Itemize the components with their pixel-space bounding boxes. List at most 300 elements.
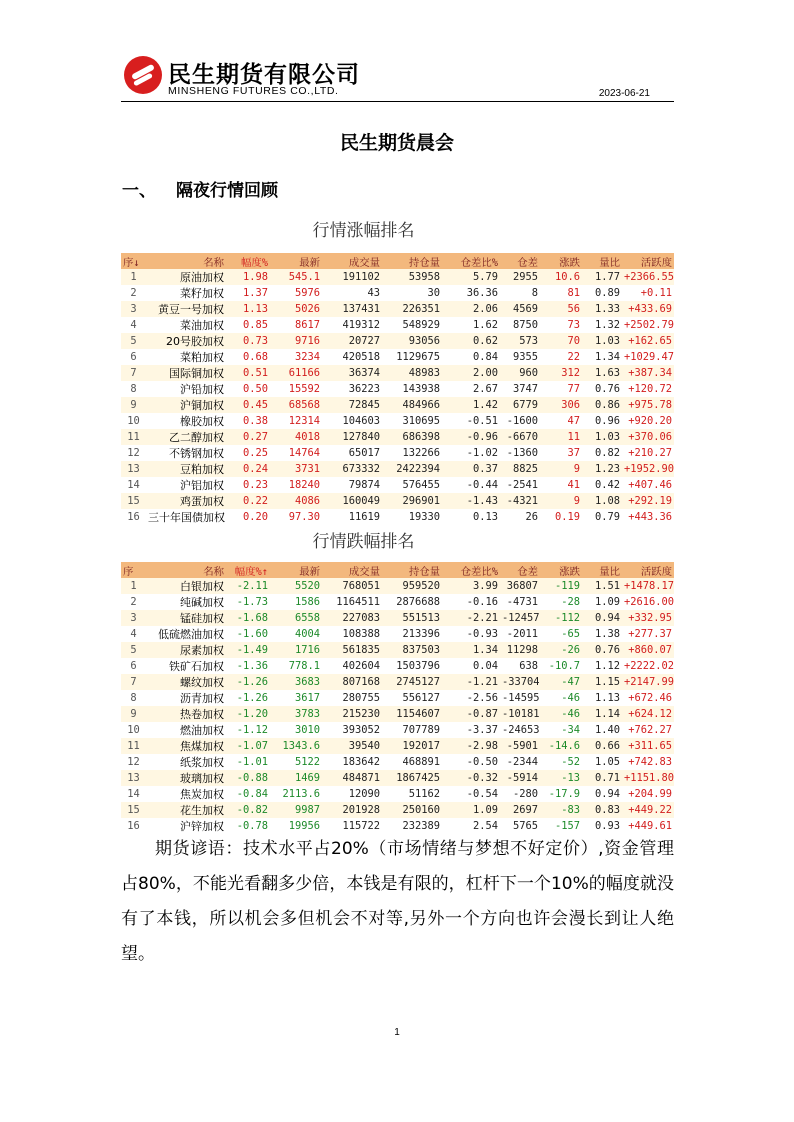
loss-cell-volume-ratio: 0.94: [582, 786, 622, 802]
table-row[interactable]: [121, 317, 674, 333]
loss-cell-change-pct: -1.36: [226, 658, 270, 674]
document-title: 民生期货晨会: [339, 132, 454, 154]
loss-cell-price-change: -157: [540, 818, 582, 834]
page-number: 1: [394, 1027, 400, 1038]
gain-cell-oi-change-pct: -1.43: [442, 493, 500, 509]
gain-cell-latest: 5976: [270, 285, 322, 301]
loss-cell-oi-change: -10181: [502, 708, 540, 720]
gain-cell-latest: 18240: [270, 477, 322, 493]
gain-cell-activity: +1029.47: [624, 351, 674, 363]
loss-cell-rank: 2: [121, 594, 146, 610]
loss-cell-volume: 768051: [322, 578, 382, 594]
loss-cell-rank: 16: [121, 818, 146, 834]
loss-cell-activity: +860.07: [622, 642, 674, 658]
loss-cell-volume: 561835: [322, 642, 382, 658]
gain-cell-name: 豆粕加权: [146, 461, 226, 477]
table-row[interactable]: [121, 477, 674, 493]
gain-cell-oi-change-pct: 0.62: [442, 333, 500, 349]
loss-header-oi-change-pct[interactable]: 仓差比%: [442, 562, 500, 578]
table-row[interactable]: [121, 413, 674, 429]
loss-cell-open-interest: 556127: [382, 690, 442, 706]
loss-cell-volume-ratio: 1.12: [582, 658, 622, 674]
loss-cell-name: 低硫燃油加权: [146, 626, 226, 642]
loss-cell-name: 焦炭加权: [146, 786, 226, 802]
gain-cell-latest: 4018: [270, 429, 322, 445]
table-row[interactable]: [121, 706, 674, 722]
gain-cell-price-change: 0.19: [540, 509, 582, 525]
loss-cell-volume-ratio: 1.38: [582, 626, 622, 642]
gain-cell-open-interest: 226351: [382, 301, 442, 317]
loss-cell-latest: 3783: [270, 706, 322, 722]
gain-header-name[interactable]: 名称: [146, 253, 226, 269]
gain-table-title: 行情涨幅排名: [312, 221, 415, 241]
loss-cell-volume-ratio: 1.40: [582, 722, 622, 738]
gain-cell-rank: 10: [121, 413, 146, 429]
table-row[interactable]: [121, 397, 674, 413]
gain-cell-open-interest: 30: [382, 285, 442, 301]
loss-cell-activity: +624.12: [622, 706, 674, 722]
company-logo: [124, 54, 364, 100]
gain-cell-name: 不锈钢加权: [146, 445, 226, 461]
loss-cell-name: 白银加权: [146, 578, 226, 594]
loss-cell-price-change: -46: [540, 690, 582, 706]
loss-cell-activity: +204.99: [622, 786, 674, 802]
gain-cell-volume: 36223: [322, 381, 382, 397]
table-row[interactable]: [121, 578, 674, 594]
gain-cell-price-change: 10.6: [540, 269, 582, 285]
loss-cell-change-pct: -1.07: [226, 738, 270, 754]
loss-cell-price-change: -83: [540, 802, 582, 818]
gain-cell-name: 橡胶加权: [146, 413, 226, 429]
gain-header-volume-ratio[interactable]: 量比: [582, 253, 622, 269]
table-row[interactable]: [121, 610, 674, 626]
loss-cell-oi-change: -2011: [500, 626, 540, 642]
loss-cell-volume: 227083: [322, 610, 382, 626]
table-row[interactable]: [121, 333, 674, 349]
loss-cell-volume: 183642: [322, 754, 382, 770]
loss-cell-rank: 6: [121, 658, 146, 674]
loss-cell-open-interest: 1867425: [382, 770, 442, 786]
loss-cell-activity: +762.27: [622, 722, 674, 738]
gain-cell-volume: 127840: [322, 429, 382, 445]
gain-cell-change-pct: 0.23: [226, 477, 270, 493]
gain-cell-latest: 9716: [270, 333, 322, 349]
gain-cell-price-change: 47: [540, 413, 582, 429]
loss-cell-rank: 11: [121, 738, 146, 754]
gain-header-price-change[interactable]: 涨跌: [540, 253, 582, 269]
loss-cell-activity: +277.37: [622, 626, 674, 642]
gain-cell-price-change: 312: [540, 365, 582, 381]
loss-cell-volume: 393052: [322, 722, 382, 738]
gain-cell-open-interest: 296901: [382, 493, 442, 509]
loss-cell-price-change: -10.7: [540, 658, 582, 674]
gain-cell-change-pct: 0.85: [226, 317, 270, 333]
gain-cell-change-pct: 0.50: [226, 381, 270, 397]
gain-cell-activity: +387.34: [622, 365, 674, 381]
gain-cell-rank: 15: [121, 493, 146, 509]
loss-cell-volume-ratio: 1.05: [582, 754, 622, 770]
loss-cell-volume: 1164511: [322, 594, 382, 610]
loss-cell-open-interest: 192017: [382, 738, 442, 754]
gain-cell-oi-change-pct: 0.84: [442, 349, 500, 365]
gain-cell-open-interest: 576455: [382, 477, 442, 493]
loss-cell-activity: +449.61: [622, 818, 674, 834]
gain-cell-price-change: 56: [540, 301, 582, 317]
loss-cell-oi-change: 11298: [500, 642, 540, 658]
gain-header-volume[interactable]: 成交量: [322, 253, 382, 269]
loss-cell-oi-change-pct: -0.87: [442, 706, 500, 722]
loss-cell-oi-change-pct: -0.93: [442, 626, 500, 642]
loss-cell-change-pct: -1.60: [226, 626, 270, 642]
gain-table-header: [121, 253, 674, 269]
gain-cell-rank: 12: [121, 445, 146, 461]
company-logo-icon: [124, 56, 162, 94]
loss-cell-price-change: -26: [540, 642, 582, 658]
gain-cell-oi-change: 8750: [500, 317, 540, 333]
table-row[interactable]: [121, 626, 674, 642]
loss-cell-latest: 1469: [270, 770, 322, 786]
futures-proverb-paragraph: [121, 832, 674, 972]
loss-cell-oi-change-pct: -2.56: [442, 690, 500, 706]
gain-cell-oi-change-pct: 1.42: [442, 397, 500, 413]
table-row[interactable]: [121, 509, 674, 525]
gain-cell-volume: 20727: [322, 333, 382, 349]
loss-cell-change-pct: -0.84: [226, 786, 270, 802]
gain-cell-oi-change-pct: 2.67: [442, 381, 500, 397]
loss-header-oi-change[interactable]: 仓差: [500, 562, 540, 578]
loss-cell-rank: 7: [121, 674, 146, 690]
table-row[interactable]: [121, 301, 674, 317]
loss-cell-oi-change: 36807: [500, 578, 540, 594]
gain-cell-price-change: 70: [540, 333, 582, 349]
loss-cell-change-pct: -1.26: [226, 674, 270, 690]
gain-cell-oi-change: 4569: [500, 301, 540, 317]
gain-cell-rank: 9: [121, 397, 146, 413]
loss-cell-name: 花生加权: [146, 802, 226, 818]
loss-cell-price-change: -13: [540, 770, 582, 786]
loss-cell-volume: 215230: [322, 706, 382, 722]
gain-cell-oi-change: 2955: [500, 269, 540, 285]
gain-cell-latest: 12314: [270, 413, 322, 429]
loss-cell-name: 沥青加权: [146, 690, 226, 706]
gain-cell-volume: 72845: [322, 397, 382, 413]
loss-cell-latest: 19956: [270, 818, 322, 834]
table-row[interactable]: [121, 461, 674, 477]
loss-cell-open-interest: 1154607: [382, 706, 442, 722]
gain-cell-volume-ratio: 0.89: [582, 285, 622, 301]
gain-header-rank[interactable]: 序↓: [121, 253, 146, 269]
loss-cell-volume-ratio: 1.14: [582, 706, 622, 722]
gain-cell-volume: 419312: [322, 317, 382, 333]
loss-header-rank[interactable]: 序: [121, 562, 146, 578]
gain-cell-volume-ratio: 0.82: [582, 445, 622, 461]
gain-cell-price-change: 77: [540, 381, 582, 397]
gain-header-open-interest[interactable]: 持仓量: [382, 253, 442, 269]
futures-proverb-text: 期货谚语：技术水平占20%（市场情绪与梦想不好定价）,资金管理占80%，不能光看翻多少倍，本钱是有限的，杠杆下一个10%的幅度就没有了本钱，所以机会多但机会不对等,另外一个方向也许会漫长到让人绝望。: [121, 839, 674, 964]
gain-cell-price-change: 73: [540, 317, 582, 333]
table-row[interactable]: [121, 493, 674, 509]
gain-header-oi-change-pct[interactable]: 仓差比%: [442, 253, 500, 269]
loss-table-body: [121, 578, 674, 834]
loss-cell-volume-ratio: 1.13: [582, 690, 622, 706]
loss-cell-volume-ratio: 0.93: [582, 818, 622, 834]
gain-cell-price-change: 9: [540, 493, 582, 509]
gain-cell-change-pct: 0.73: [226, 333, 270, 349]
loss-cell-oi-change-pct: 1.09: [442, 802, 500, 818]
loss-cell-volume-ratio: 0.83: [582, 802, 622, 818]
loss-cell-rank: 15: [121, 802, 146, 818]
loss-cell-volume: 484871: [322, 770, 382, 786]
gain-cell-oi-change: -6670: [500, 429, 540, 445]
loss-cell-name: 铁矿石加权: [146, 658, 226, 674]
loss-cell-activity: +742.83: [622, 754, 674, 770]
loss-cell-latest: 3010: [270, 722, 322, 738]
gain-cell-change-pct: 0.68: [226, 349, 270, 365]
table-row[interactable]: [121, 738, 674, 754]
loss-cell-open-interest: 1503796: [382, 658, 442, 674]
table-row[interactable]: [121, 349, 674, 365]
gain-cell-change-pct: 0.27: [226, 429, 270, 445]
loss-cell-open-interest: 959520: [382, 578, 442, 594]
gain-cell-volume-ratio: 1.32: [582, 317, 622, 333]
loss-cell-price-change: -17.9: [540, 786, 582, 802]
gain-cell-latest: 3731: [270, 461, 322, 477]
gain-cell-oi-change-pct: 2.00: [442, 365, 500, 381]
loss-cell-rank: 5: [121, 642, 146, 658]
gain-cell-price-change: 9: [540, 461, 582, 477]
gain-cell-activity: +443.36: [622, 509, 674, 525]
gain-cell-name: 沪铜加权: [146, 397, 226, 413]
gain-cell-activity: +292.19: [622, 493, 674, 509]
table-row[interactable]: [121, 381, 674, 397]
loss-cell-oi-change: -14595: [502, 692, 540, 704]
loss-cell-oi-change: -5901: [500, 738, 540, 754]
gain-cell-activity: +210.27: [622, 445, 674, 461]
gain-cell-rank: 13: [121, 461, 146, 477]
loss-cell-open-interest: 2745127: [382, 674, 442, 690]
gain-cell-open-interest: 48983: [382, 365, 442, 381]
loss-cell-volume-ratio: 0.94: [582, 610, 622, 626]
loss-cell-open-interest: 837503: [382, 642, 442, 658]
table-row[interactable]: [121, 722, 674, 738]
gain-cell-latest: 14764: [270, 445, 322, 461]
loss-cell-name: 玻璃加权: [146, 770, 226, 786]
loss-cell-volume: 402604: [322, 658, 382, 674]
table-row[interactable]: [121, 285, 674, 301]
gain-cell-activity: +2502.79: [624, 319, 674, 331]
loss-cell-oi-change-pct: -0.54: [442, 786, 500, 802]
loss-cell-oi-change-pct: 0.04: [442, 658, 500, 674]
gain-cell-volume: 191102: [322, 269, 382, 285]
gain-cell-volume-ratio: 1.03: [582, 429, 622, 445]
gain-cell-oi-change: 960: [500, 365, 540, 381]
logo-chinese-name: 民生期货有限公司: [168, 62, 360, 88]
gain-cell-volume: 673332: [322, 461, 382, 477]
gain-cell-volume-ratio: 1.33: [582, 301, 622, 317]
loss-cell-latest: 1586: [270, 594, 322, 610]
loss-cell-volume-ratio: 0.76: [582, 642, 622, 658]
gain-cell-volume-ratio: 1.77: [582, 269, 622, 285]
loss-header-name[interactable]: 名称: [146, 562, 226, 578]
gain-cell-name: 黄豆一号加权: [146, 301, 226, 317]
gain-cell-open-interest: 143938: [382, 381, 442, 397]
table-row[interactable]: [121, 754, 674, 770]
loss-cell-oi-change-pct: -1.21: [442, 674, 500, 690]
loss-cell-name: 锰硅加权: [146, 610, 226, 626]
loss-header-open-interest[interactable]: 持仓量: [382, 562, 442, 578]
loss-cell-volume: 108388: [322, 626, 382, 642]
loss-cell-oi-change-pct: -0.32: [442, 770, 500, 786]
table-row[interactable]: [121, 642, 674, 658]
gain-header-change-pct[interactable]: 幅度%: [226, 253, 270, 269]
loss-cell-change-pct: -2.11: [226, 578, 270, 594]
loss-cell-open-interest: 2876688: [382, 594, 442, 610]
gain-cell-volume: 43: [322, 285, 382, 301]
loss-cell-activity: +449.22: [622, 802, 674, 818]
table-row[interactable]: [121, 802, 674, 818]
gain-cell-activity: +407.46: [622, 477, 674, 493]
table-row[interactable]: [121, 594, 674, 610]
loss-cell-volume-ratio: 1.51: [582, 578, 622, 594]
gain-cell-volume-ratio: 0.42: [582, 477, 622, 493]
gain-header-activity[interactable]: 活跃度: [622, 253, 674, 269]
loss-ranking-table: [121, 562, 674, 834]
loss-cell-price-change: -47: [540, 674, 582, 690]
gain-cell-activity: +0.11: [622, 285, 674, 301]
loss-cell-price-change: -34: [540, 722, 582, 738]
table-row[interactable]: [121, 658, 674, 674]
loss-cell-rank: 14: [121, 786, 146, 802]
loss-cell-activity: +1151.80: [624, 772, 674, 784]
gain-cell-activity: +370.06: [622, 429, 674, 445]
loss-cell-open-interest: 468891: [382, 754, 442, 770]
gain-cell-volume: 36374: [322, 365, 382, 381]
loss-cell-price-change: -52: [540, 754, 582, 770]
gain-cell-oi-change: 8825: [500, 461, 540, 477]
gain-cell-volume: 65017: [322, 445, 382, 461]
gain-cell-latest: 545.1: [270, 269, 322, 285]
loss-cell-rank: 3: [121, 610, 146, 626]
gain-cell-activity: +920.20: [622, 413, 674, 429]
gain-cell-name: 20号胶加权: [146, 333, 226, 349]
gain-cell-volume-ratio: 0.86: [582, 397, 622, 413]
gain-header-latest[interactable]: 最新: [270, 253, 322, 269]
gain-cell-oi-change-pct: -1.02: [442, 445, 500, 461]
loss-cell-latest: 2113.6: [270, 786, 322, 802]
gain-cell-oi-change: 573: [500, 333, 540, 349]
gain-cell-oi-change: -4321: [500, 493, 540, 509]
loss-cell-volume-ratio: 0.71: [582, 770, 622, 786]
gain-cell-oi-change: 9355: [500, 349, 540, 365]
table-row[interactable]: [121, 690, 674, 706]
gain-cell-activity: +2366.55: [624, 271, 674, 283]
table-row[interactable]: [121, 269, 674, 285]
table-row[interactable]: [121, 429, 674, 445]
loss-cell-oi-change-pct: 2.54: [442, 818, 500, 834]
gain-cell-open-interest: 132266: [382, 445, 442, 461]
loss-cell-name: 纸浆加权: [146, 754, 226, 770]
loss-cell-volume-ratio: 1.09: [582, 594, 622, 610]
table-row[interactable]: [121, 674, 674, 690]
loss-cell-oi-change-pct: 3.99: [442, 578, 500, 594]
table-row[interactable]: [121, 445, 674, 461]
loss-cell-name: 尿素加权: [146, 642, 226, 658]
gain-cell-price-change: 11: [540, 429, 582, 445]
loss-header-change-pct[interactable]: 幅度%↑: [226, 562, 270, 578]
loss-cell-name: 焦煤加权: [146, 738, 226, 754]
loss-cell-oi-change: -12457: [502, 612, 540, 624]
gain-cell-name: 沪铅加权: [146, 381, 226, 397]
gain-cell-oi-change-pct: 2.06: [442, 301, 500, 317]
gain-table-body: [121, 269, 674, 525]
gain-cell-rank: 4: [121, 317, 146, 333]
loss-cell-price-change: -119: [540, 578, 582, 594]
table-row[interactable]: [121, 365, 674, 381]
loss-cell-latest: 3683: [270, 674, 322, 690]
gain-cell-rank: 6: [121, 349, 146, 365]
loss-cell-name: 沪锌加权: [146, 818, 226, 834]
loss-cell-change-pct: -1.01: [226, 754, 270, 770]
gain-cell-change-pct: 1.37: [226, 285, 270, 301]
loss-header-activity[interactable]: 活跃度: [622, 562, 674, 578]
loss-cell-activity: +672.46: [622, 690, 674, 706]
logo-english-name: MINSHENG FUTURES CO.,LTD.: [168, 85, 339, 97]
loss-header-latest[interactable]: 最新: [270, 562, 322, 578]
table-row[interactable]: [121, 786, 674, 802]
loss-cell-oi-change: 2697: [500, 802, 540, 818]
loss-header-volume-ratio[interactable]: 量比: [582, 562, 622, 578]
gain-cell-rank: 14: [121, 477, 146, 493]
gain-cell-latest: 61166: [270, 365, 322, 381]
gain-header-oi-change[interactable]: 仓差: [500, 253, 540, 269]
gain-cell-oi-change-pct: 5.79: [442, 269, 500, 285]
gain-cell-oi-change: 3747: [500, 381, 540, 397]
gain-cell-volume-ratio: 0.76: [582, 381, 622, 397]
table-row[interactable]: [121, 770, 674, 786]
loss-cell-latest: 3617: [270, 690, 322, 706]
loss-cell-rank: 12: [121, 754, 146, 770]
loss-cell-change-pct: -1.26: [226, 690, 270, 706]
loss-cell-name: 燃油加权: [146, 722, 226, 738]
gain-cell-oi-change-pct: 36.36: [442, 285, 500, 301]
gain-cell-open-interest: 1129675: [382, 349, 442, 365]
gain-cell-name: 菜籽加权: [146, 285, 226, 301]
gain-cell-volume: 11619: [322, 509, 382, 525]
gain-cell-volume-ratio: 0.79: [582, 509, 622, 525]
gain-cell-oi-change-pct: -0.51: [442, 413, 500, 429]
loss-cell-latest: 6558: [270, 610, 322, 626]
loss-cell-oi-change-pct: -3.37: [442, 722, 500, 738]
gain-cell-volume-ratio: 1.03: [582, 333, 622, 349]
loss-cell-latest: 9987: [270, 802, 322, 818]
gain-cell-open-interest: 548929: [382, 317, 442, 333]
loss-cell-oi-change-pct: -2.98: [442, 738, 500, 754]
gain-cell-latest: 68568: [270, 397, 322, 413]
gain-cell-open-interest: 686398: [382, 429, 442, 445]
loss-header-price-change[interactable]: 涨跌: [540, 562, 582, 578]
gain-cell-latest: 15592: [270, 381, 322, 397]
loss-cell-change-pct: -1.68: [226, 610, 270, 626]
loss-cell-activity: +311.65: [622, 738, 674, 754]
gain-cell-open-interest: 2422394: [382, 461, 442, 477]
loss-cell-rank: 9: [121, 706, 146, 722]
gain-cell-rank: 5: [121, 333, 146, 349]
gain-cell-oi-change: -2541: [500, 477, 540, 493]
gain-cell-oi-change: 6779: [500, 397, 540, 413]
loss-header-volume[interactable]: 成交量: [322, 562, 382, 578]
gain-cell-volume-ratio: 1.63: [582, 365, 622, 381]
gain-cell-rank: 3: [121, 301, 146, 317]
